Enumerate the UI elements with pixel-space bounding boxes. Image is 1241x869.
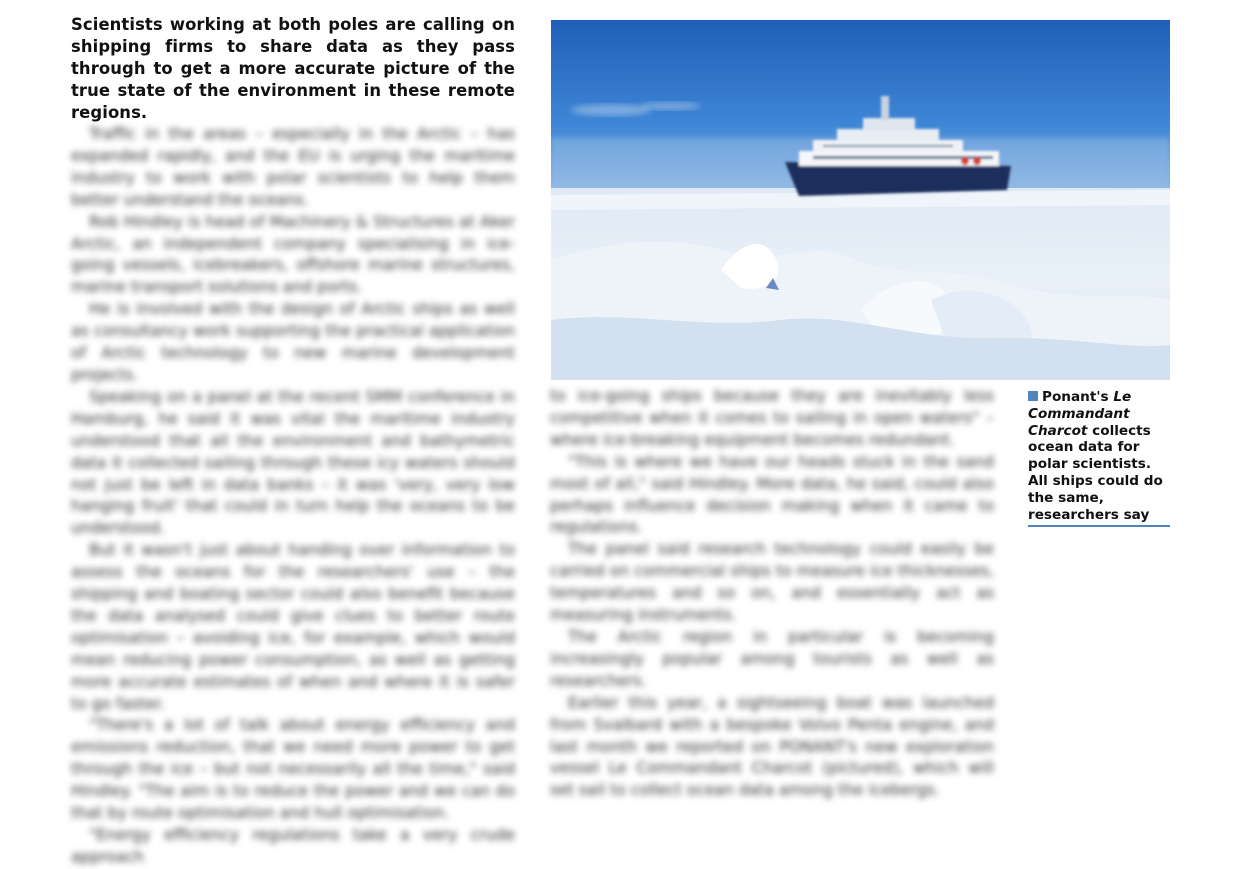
paragraph: to ice-going ships because they are inevitably less competitive when it comes to sailing in open waters" – where ice-breaking equipment becomes redundant.: [550, 387, 994, 449]
paragraph: The panel said research technology could easily be carried on commercial ships to measure ice thicknesses, temperatures and so on, and essentially act as measuring instruments.: [550, 540, 994, 625]
paragraph: "There's a lot of talk about energy efficiency and emissions reduction, that we need more power to get through the ice – but not necessarily all the time," said Hindley. "The aim is to reduce the power and we can do that by route optimisation and hull optimisation.: [71, 716, 515, 823]
caption-ship-name: Le Commandant Charcot: [1028, 389, 1132, 439]
left-column: [71, 14, 515, 869]
article-lead: Scientists working at both poles are calling on shipping firms to share data as they pass through to get a more accurate picture of the true state of the environment in these remote regions.: [71, 15, 515, 122]
caption-prefix: Ponant's: [1042, 389, 1114, 405]
paragraph: Speaking on a panel at the recent SMM conference in Hamburg, he said it was vital the maritime industry understood that all the environment and bathymetric data it collected sailing through these icy waters should not just be left in data banks – it was 'very, very low hanging fruit' that could in turn help the oceans to be understood.: [71, 387, 515, 538]
paragraph: "Energy efficiency regulations take a very crude approach: [71, 826, 515, 866]
paragraph: The Arctic region in particular is becoming increasingly popular among tourists as well as researchers.: [550, 627, 994, 690]
paragraph: He is involved with the design of Arctic ships as well as consultancy work supporting the practical application of Arctic technology to new marine development projects.: [71, 300, 515, 384]
caption-marker-icon: [1028, 391, 1038, 401]
ship-in-ice-photo: [551, 20, 1170, 380]
paragraph: "This is where we have our heads stuck in the sand most of all," said Hindley. More data, he said, could also perhaps influence decision making when it came to regulations.: [550, 452, 994, 537]
caption-suffix: collects ocean data for polar scientists. All ships could do the same, researchers say: [1028, 422, 1163, 523]
photo-caption: [1028, 389, 1170, 527]
paragraph: Rob Hindley is head of Machinery & Structures at Aker Arctic, an independent company specialising in ice-going vessels, icebreakers, offshore marine structures, marine transport solutions and ports.: [71, 212, 515, 297]
middle-column: [550, 386, 994, 802]
photo-illustration: [551, 20, 1170, 380]
left-body: [71, 124, 515, 869]
paragraph: Traffic in the areas – especially in the Arctic – has expanded rapidly, and the EU is urging the maritime industry to work with polar scientists to help them better understand the oceans.: [71, 125, 515, 209]
paragraph: But it wasn't just about handing over information to assess the oceans for the researchers' use – the shipping and boating sector could also benefit because the data analysed could give clues to better route optimisation – avoiding ice, for example, which would mean reducing power consumption, as well as getting more accurate estimates of when and where it is safer to go faster.: [71, 541, 515, 713]
paragraph: Earlier this year, a sightseeing boat was launched from Svalbard with a bespoke Volvo Penta engine, and last month we reported on PONANT's new exploration vessel Le Commandant Charcot (pictured), which will set sail to collect ocean data among the icebergs.: [550, 693, 994, 800]
